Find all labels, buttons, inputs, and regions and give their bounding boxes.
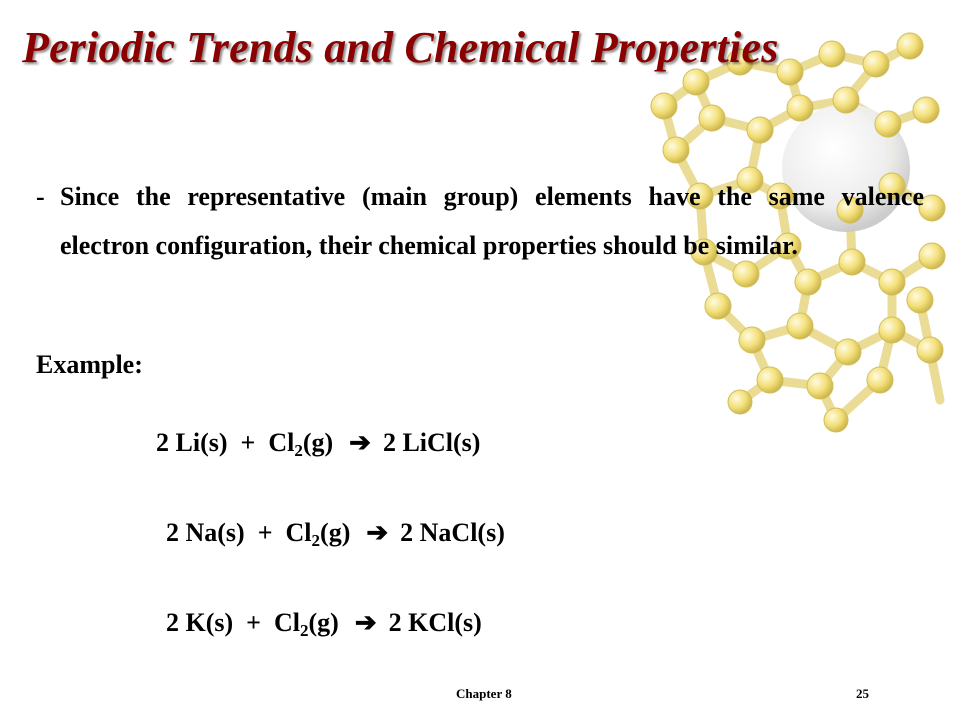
bullet-marker: - xyxy=(36,182,45,211)
footer-page-number: 25 xyxy=(856,686,869,701)
equation-state: (g) xyxy=(308,608,339,637)
equation-state: (g) xyxy=(320,518,351,547)
equation-rhs: 2 KCl(s) xyxy=(388,608,482,637)
equation-subscript: 2 xyxy=(294,441,303,460)
reaction-arrow-icon: ➔ xyxy=(354,608,377,637)
reaction-arrow-icon: ➔ xyxy=(366,518,389,547)
reaction-arrow-icon: ➔ xyxy=(349,428,371,457)
equation-potassium xyxy=(140,578,482,668)
equation-lhs: 2 Na(s) + Cl xyxy=(166,518,312,547)
equation-lithium xyxy=(130,398,480,488)
equation-sodium xyxy=(140,488,505,578)
equation-rhs: 2 LiCl(s) xyxy=(382,428,481,457)
equation-rhs: 2 NaCl(s) xyxy=(400,518,505,547)
equation-lhs: 2 K(s) + Cl xyxy=(166,608,300,637)
equation-lhs: 2 Li(s) + Cl xyxy=(156,428,295,457)
footer-chapter: Chapter 8 xyxy=(456,686,512,701)
bullet-point xyxy=(36,172,924,271)
equation-state: (g) xyxy=(302,428,334,457)
example-label: Example: xyxy=(36,350,143,379)
equation-subscript: 2 xyxy=(311,531,321,550)
equation-subscript: 2 xyxy=(299,621,309,640)
bullet-text: Since the representative (main group) elements have the same valence electron configuration, their chemical properties should be similar. xyxy=(60,182,924,261)
slide-title: Periodic Trends and Chemical Properties xyxy=(22,23,779,72)
